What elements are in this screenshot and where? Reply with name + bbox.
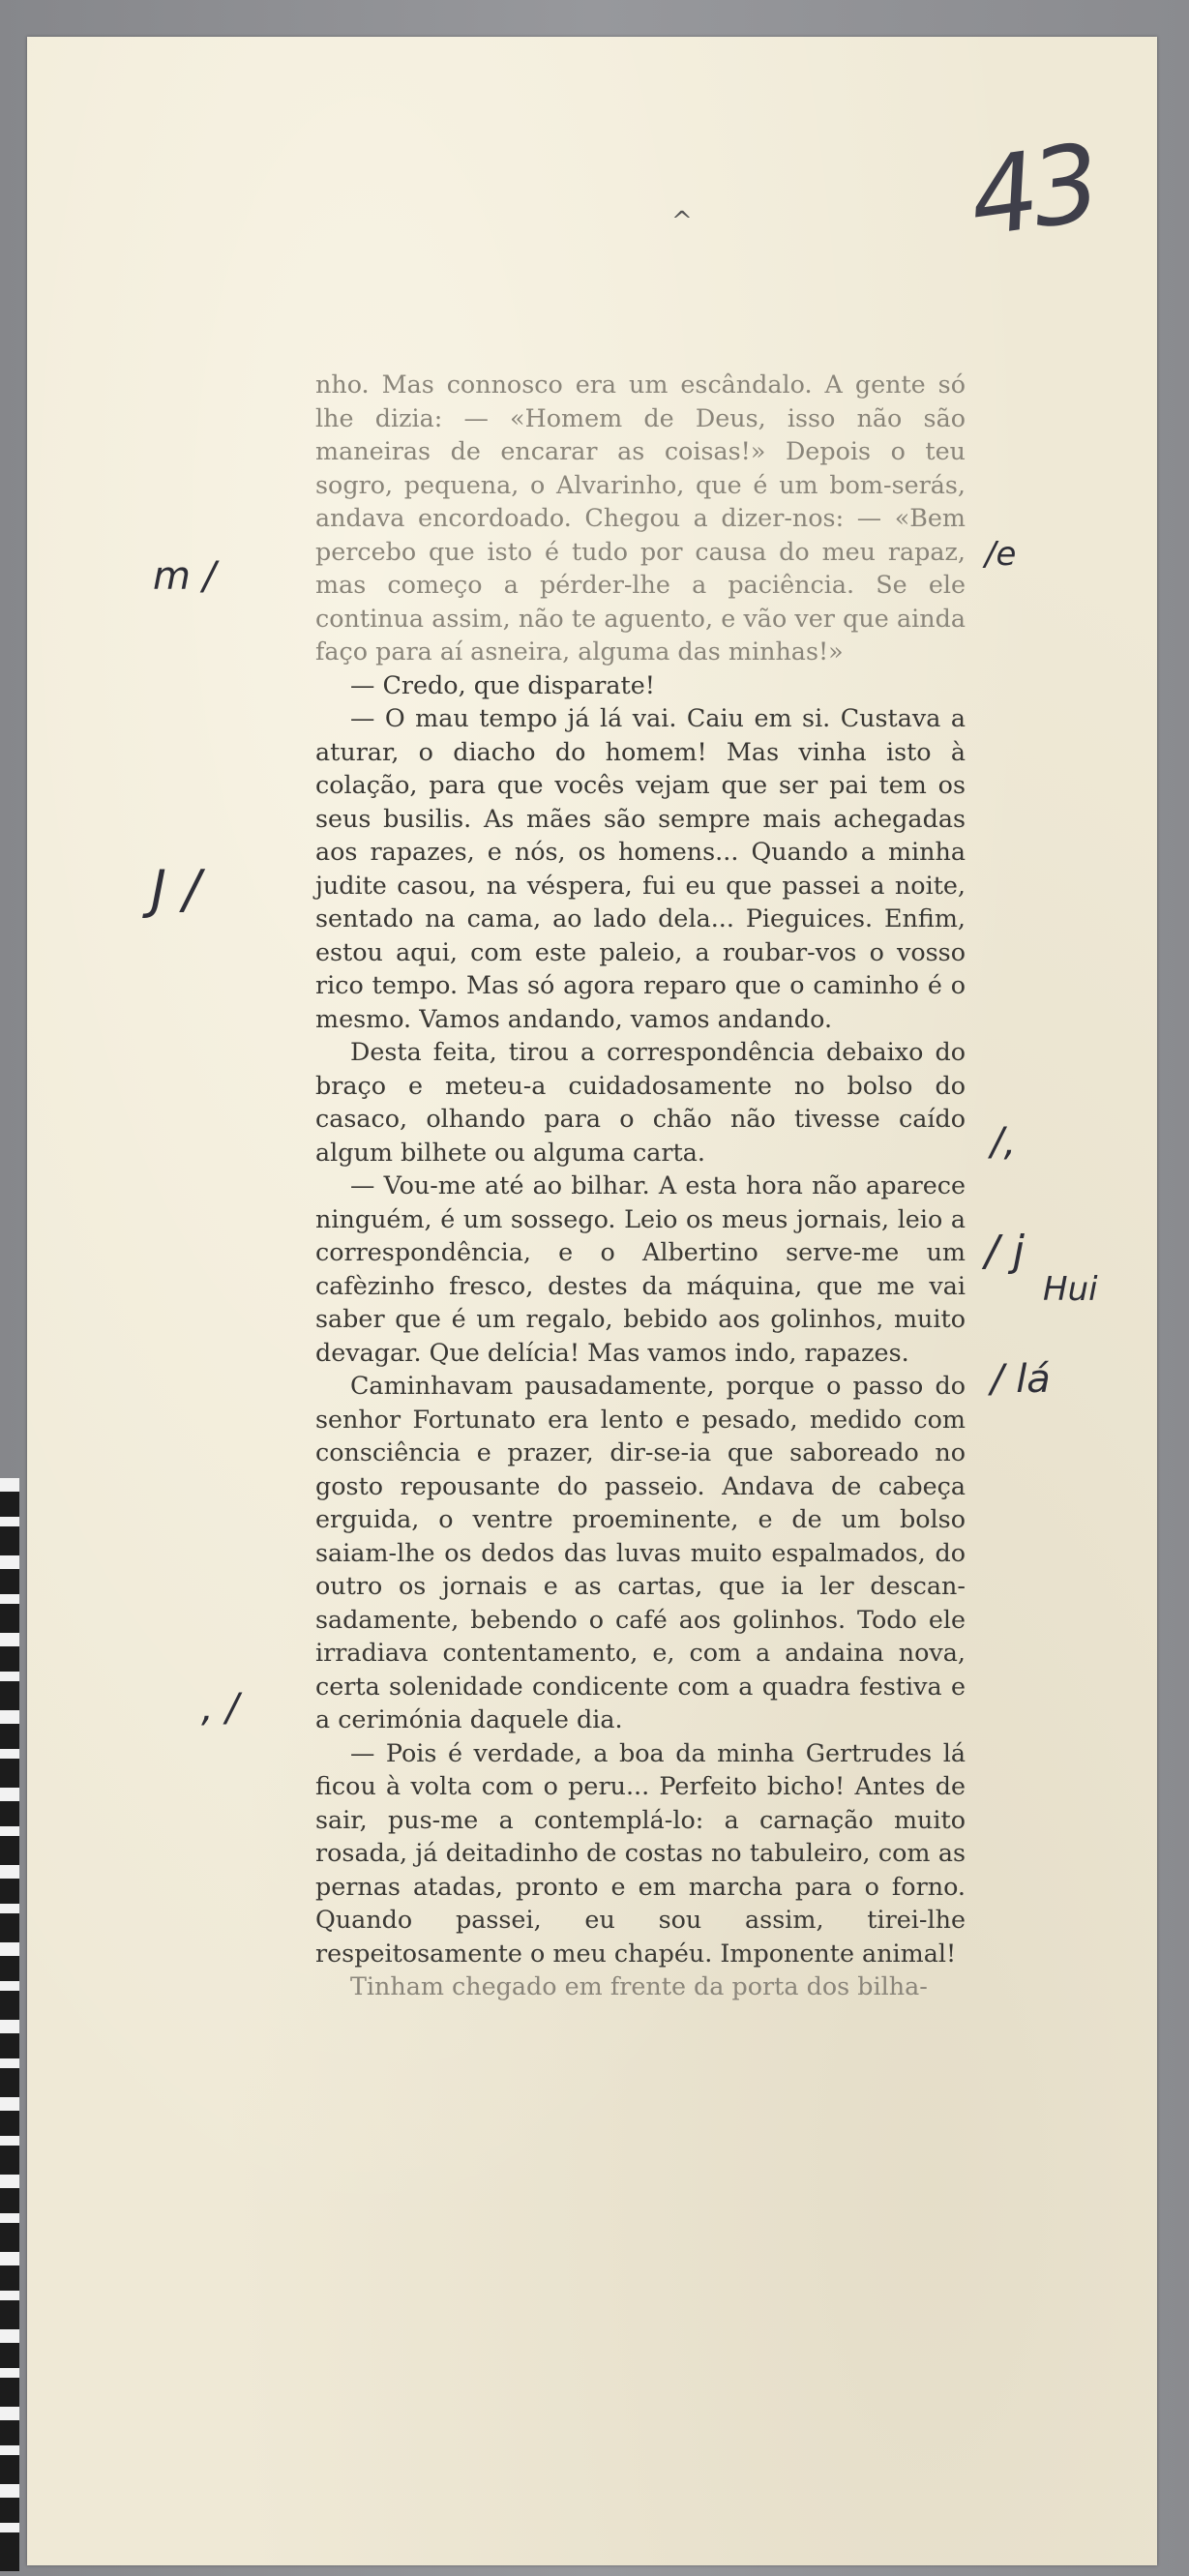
margin-note-right-3: / j [985, 1227, 1026, 1276]
paragraph: Caminhavam pausadamente, porque o passo do senhor Fortunato era lento e pesado, medido com consciência e prazer, dir-se-ia que saboreado no gosto repousante do passeio. Andava de cabeça erguida, o ventre proeminente, e de um bolso saiam-lhe os dedos das luvas muito espalmados, do outro os jornais e as cartas, que ia ler descansadamente, bebendo o café aos golinhos. Todo ele irradiava contentamento, e, com a andaina nova, certa solenidade condicente com a quadra festiva e a cerimónia daquele dia. [315, 1371, 966, 1733]
paragraph: Desta feita, tirou a correspondência debaixo do braço e meteu-a cuidadosamente no bolso do casaco, olhando para o chão não tivesse caído algum bilhete ou alguma carta. [315, 1037, 966, 1167]
body-text [315, 368, 966, 2003]
margin-note-right-4: / lá [991, 1357, 1051, 1402]
paragraph: — Credo, que disparate! [350, 669, 655, 699]
paragraph: — O mau tempo já lá vai. Caiu em si. Custava a aturar, o diacho do homem! Mas vinha isto à colação, para que vocês vejam que ser pai tem os seus busilis. As mães são sempre mais achegadas aos rapazes, e nós, os homens... Quando a minha judite casou, na véspera, fui eu que passei a noite, sentado na cama, ao lado dela... Pieguices. Enfim, estou aqui, com este paleio, a roubar-vos o vosso rico tempo. Mas só agora reparo que o caminho é o mesmo. Vamos andando, vamos andando. [315, 703, 966, 1033]
paragraph: nho. Mas connosco era um escândalo. A gente só lhe dizia: — «Homem de Deus, isso não são maneiras de encarar as coisas!» Depois o teu sogro, pequena, o Alvarinho, que é um bom-serás, andava encordoado. Chegou a dizer-nos: — «Bem percebo que isto é tudo por causa do meu rapaz, mas começo a pérder-lhe a paciência. Se ele continua assim, não te aguento, e vão ver que ainda faço para aí asneira, alguma das minhas!» [315, 370, 966, 666]
document-page [27, 37, 1157, 2565]
paragraph: — Pois é verdade, a boa da minha Gertrudes lá ficou à volta com o peru... Perfeito bicho! Antes de sair, pus-me a contemplá-lo: a carnação muito rosada, já deitadinho de costas no tabuleiro, com as pernas atadas, pronto e em marcha para o forno. Quando passei, eu sou assim, tirei-lhe respeitosamente o meu chapéu. Imponente animal! [315, 1737, 966, 1968]
paragraph: Tinham chegado em frente da porta dos bilha- [350, 1971, 928, 2000]
margin-note-right-2: /, [991, 1120, 1017, 1165]
paragraph: — Vou-me até ao bilhar. A esta hora não aparece ninguém, é um sossego. Leio os meus jornais, leio a correspondência, e o Albertino serve-me um cafèzinho fresco, destes da máquina, que me vai saber que é um regalo, bebido aos golinhos, muito devagar. Que delícia! Mas vamos indo, rapazes. [315, 1170, 966, 1367]
caret-mark: ^ [671, 207, 693, 236]
scale-ruler [0, 1478, 19, 2571]
margin-note-left-1: m / [153, 554, 217, 599]
margin-note-left-3: , / [201, 1686, 239, 1731]
page-number: 43 [962, 120, 1103, 261]
margin-note-right-1: /e [985, 535, 1017, 574]
margin-note-left-2: J / [151, 859, 201, 920]
margin-note-right-3b: Hui [1043, 1270, 1098, 1309]
